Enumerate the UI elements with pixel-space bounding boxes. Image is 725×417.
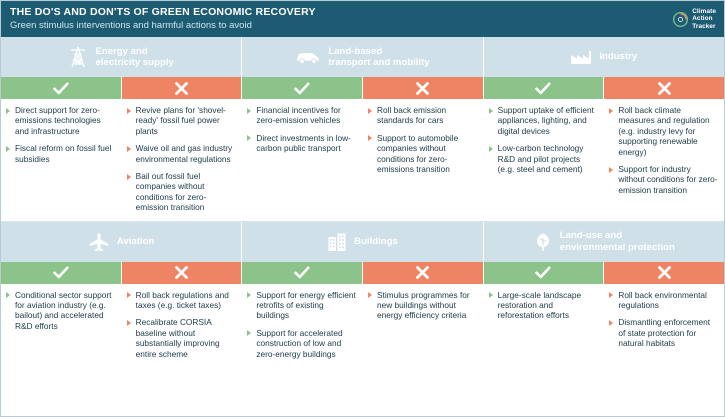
sector-columns: [242, 262, 482, 388]
dont-marker: [122, 262, 242, 284]
list-item: Financial incentives for zero-emission vehicles: [247, 105, 356, 126]
cross-icon: [415, 265, 430, 280]
dont-list-wrap: [604, 99, 724, 221]
list-item: Revive plans for 'shovel-ready' fossil fuel power plants: [127, 105, 236, 136]
do-column: [242, 77, 362, 221]
sector-buildings: [242, 222, 483, 388]
do-list: [6, 105, 115, 164]
list-item: Roll back climate measures and regulation (e.g. industry levy for supporting renewable energy): [609, 105, 718, 157]
check-icon: [294, 82, 310, 95]
header: [1, 1, 724, 37]
sector-header: [1, 37, 241, 77]
list-item: Bail out fossil fuel companies without conditions for zero-emission transition: [127, 171, 236, 213]
do-marker: [242, 77, 362, 99]
sector-columns: [1, 77, 241, 221]
logo-wordmark: [692, 8, 716, 30]
list-item: Support for energy efficient retrofits of existing buildings: [247, 290, 356, 321]
logo: [673, 8, 716, 30]
list-item: Support uptake of efficient appliances, lighting, and digital devices: [489, 105, 598, 136]
sector-industry: [484, 37, 724, 221]
dont-marker: [122, 77, 242, 99]
sector-band-1: [1, 37, 724, 221]
list-item: Dismantling enforcement of state protection for natural habitats: [609, 317, 718, 348]
header-text: [10, 6, 316, 32]
dont-list-wrap: [604, 284, 724, 388]
list-item: Conditional sector support for aviation industry (e.g. bailout) and accelerated R&D efforts: [6, 290, 115, 332]
sector-header: [484, 37, 724, 77]
logo-line-2: Action: [692, 15, 713, 23]
dont-list: [368, 105, 477, 174]
dont-marker: [363, 262, 483, 284]
do-list: [247, 290, 356, 359]
dont-list-wrap: [363, 99, 483, 221]
do-list: [489, 290, 598, 321]
sector-land-based-transport-and-mobility: [242, 37, 483, 221]
car-icon: [295, 49, 321, 65]
do-marker: [1, 77, 121, 99]
dont-marker: [363, 77, 483, 99]
do-list-wrap: [242, 99, 362, 221]
sector-energy-and-electricity-supply: [1, 37, 242, 221]
sector-title: Energy and electricity supply: [95, 45, 174, 68]
do-list-wrap: [242, 284, 362, 388]
do-marker: [484, 77, 604, 99]
dont-list: [609, 290, 718, 349]
dont-list: [609, 105, 718, 195]
list-item: Waive oil and gas industry environmental regulations: [127, 143, 236, 164]
list-item: Low-carbon technology R&D and pilot projects (e.g. steel and cement): [489, 143, 598, 174]
check-icon: [535, 82, 551, 95]
cross-icon: [174, 81, 189, 96]
do-list: [6, 290, 115, 332]
cross-icon: [657, 265, 672, 280]
logo-line-1: Climate: [692, 7, 716, 15]
check-icon: [294, 266, 310, 279]
do-marker: [484, 262, 604, 284]
do-list: [247, 105, 356, 154]
sector-header: [484, 222, 724, 262]
dont-marker: [604, 77, 724, 99]
dont-column: [604, 262, 724, 388]
list-item: Support for accelerated construction of low and zero-energy buildings: [247, 328, 356, 359]
dont-column: [604, 77, 724, 221]
do-list-wrap: [1, 284, 121, 388]
do-marker: [1, 262, 121, 284]
list-item: Roll back regulations and taxes (e.g. ticket taxes): [127, 290, 236, 311]
dont-column: [363, 262, 483, 388]
sector-title: Land-use and environmental protection: [559, 230, 675, 253]
check-icon: [53, 266, 69, 279]
do-marker: [242, 262, 362, 284]
logo-line-3: Tracker: [692, 22, 716, 30]
airplane-icon: [88, 232, 110, 252]
list-item: Fiscal reform on fossil fuel subsidies: [6, 143, 115, 164]
sector-land-use-and-environmental-protection: [484, 222, 724, 388]
sector-title: Aviation: [116, 235, 155, 247]
dont-list: [368, 290, 477, 321]
sector-columns: [484, 77, 724, 221]
page-subtitle: Green stimulus interventions and harmful actions to avoid: [10, 20, 252, 31]
list-item: Direct support for zero-emissions technologies and infrastructure: [6, 105, 115, 136]
sectors-grid: [1, 37, 724, 388]
list-item: Roll back environmental regulations: [609, 290, 718, 311]
dont-column: [122, 262, 242, 388]
dont-list-wrap: [122, 99, 242, 221]
list-item: Direct investments in low-carbon public transport: [247, 133, 356, 154]
cross-icon: [174, 265, 189, 280]
sector-header: [1, 222, 241, 262]
cross-icon: [657, 81, 672, 96]
do-list: [489, 105, 598, 174]
sector-columns: [484, 262, 724, 388]
dont-list-wrap: [363, 284, 483, 388]
dont-list-wrap: [122, 284, 242, 388]
dont-marker: [604, 262, 724, 284]
dont-column: [122, 77, 242, 221]
check-icon: [535, 266, 551, 279]
sector-header: [242, 37, 482, 77]
do-list-wrap: [484, 99, 604, 221]
do-column: [484, 262, 604, 388]
do-column: [484, 77, 604, 221]
climate-action-tracker-logo-icon: [673, 12, 688, 27]
sector-header: [242, 222, 482, 262]
list-item: Large-scale landscape restoration and reforestation efforts: [489, 290, 598, 321]
sector-columns: [1, 262, 241, 388]
list-item: Stimulus programmes for new buildings without energy efficiency criteria: [368, 290, 477, 321]
list-item: Recalibrate CORSIA baseline without substantially improving entire scheme: [127, 317, 236, 359]
sector-title: Land-based transport and mobility: [328, 45, 430, 68]
list-item: Support to automobile companies without conditions for zero-emissions transition: [368, 133, 477, 175]
factory-icon: [570, 49, 592, 65]
sector-title: Industry: [599, 51, 638, 63]
buildings-icon: [327, 232, 347, 252]
page-title: THE DO'S AND DON'TS OF GREEN ECONOMIC RECOVERY: [10, 6, 316, 18]
do-column: [1, 262, 121, 388]
dont-list: [127, 290, 236, 359]
power-pylon-icon: [68, 46, 88, 68]
list-item: Roll back emission standards for cars: [368, 105, 477, 126]
do-column: [1, 77, 121, 221]
tree-icon: [533, 232, 553, 252]
dont-list: [127, 105, 236, 213]
cross-icon: [415, 81, 430, 96]
sector-columns: [242, 77, 482, 221]
check-icon: [53, 82, 69, 95]
do-column: [242, 262, 362, 388]
list-item: Support for industry without conditions for zero-emission transition: [609, 164, 718, 195]
sector-title: Buildings: [354, 235, 398, 247]
dont-column: [363, 77, 483, 221]
sector-aviation: [1, 222, 242, 388]
sector-band-2: [1, 222, 724, 388]
do-list-wrap: [1, 99, 121, 221]
do-list-wrap: [484, 284, 604, 388]
